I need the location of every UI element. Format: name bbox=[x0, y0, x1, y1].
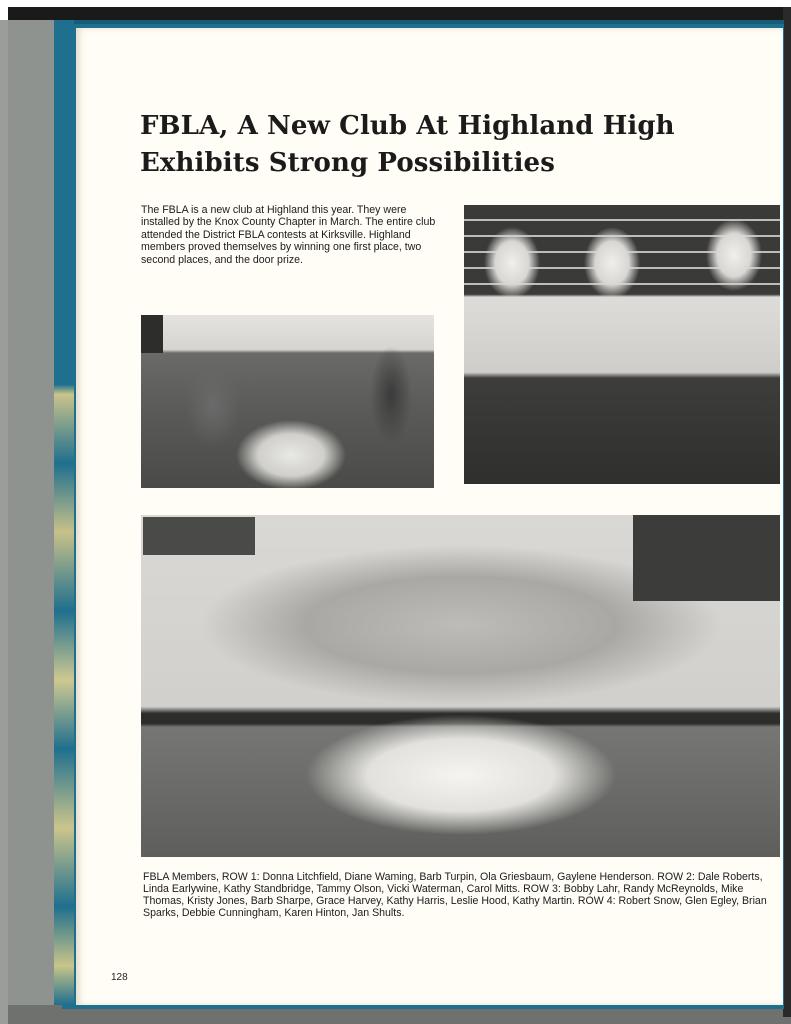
book-spine bbox=[54, 20, 74, 1005]
page-title: FBLA, A New Club At Highland High Exhibits Strong Possibilities bbox=[140, 111, 675, 178]
group-photo bbox=[141, 515, 780, 857]
scan-shadow-top bbox=[8, 7, 791, 21]
refreshments-photo bbox=[141, 315, 434, 488]
scan-shadow-right bbox=[783, 7, 791, 1017]
intro-paragraph: The FBLA is a new club at Highland this year. They were installed by the Knox County Chapter in March. The entire club attended the District FBLA contests at Kirksville. Highland members proved themselves by winning one first place, two second places, and the door prize. bbox=[141, 204, 436, 266]
page-number: 128 bbox=[111, 972, 128, 983]
yearbook-page bbox=[76, 28, 783, 1005]
group-photo-caption: FBLA Members, ROW 1: Donna Litchfield, Diane Waming, Barb Turpin, Ola Griesbaum, Gaylene Henderson. ROW 2: Dale Roberts, Linda Earlywine, Kathy Standbridge, Tammy Olson, Vicki Waterman, Carol Mitts. ROW 3: Bobby Lahr, Randy McReynolds, Mike Thomas, Kristy Jones, Barb Sharpe, Grace Harvey, Kathy Harris, Leslie Hood, Kathy Martin. ROW 4: Robert Snow, Glen Egley, Brian Sparks, Debbie Cunningham, Karen Hinton, Jan Shults. bbox=[143, 871, 767, 920]
officers-photo bbox=[464, 205, 780, 484]
